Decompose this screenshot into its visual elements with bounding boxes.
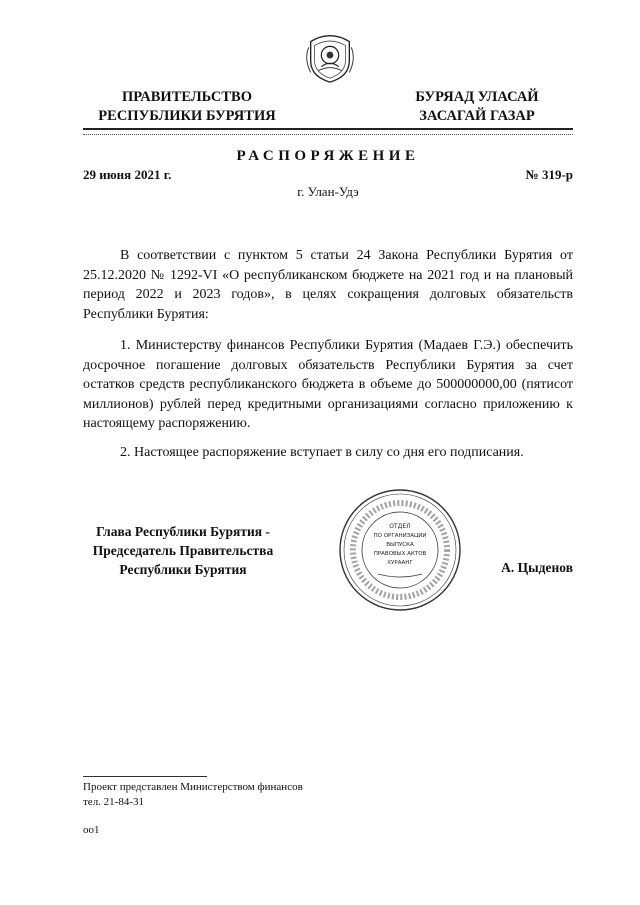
stamp-line5: ХУРААНГ bbox=[387, 560, 413, 566]
footer-line1: Проект представлен Министерством финансов bbox=[83, 781, 303, 793]
document-date: 29 июня 2021 г. bbox=[83, 167, 172, 182]
document-type: РАСПОРЯЖЕНИЕ bbox=[236, 148, 420, 164]
item-1-paragraph: 1. Министерству финансов Республики Бурятия (Мадаев Г.Э.) обеспечить досрочное погашение долговых обязательств Республики Бурятия за счет остатков средств республиканского бюджета в объеме до 500000000,00 (пятисот миллионов) рублей перед кредитными организациями согласно приложению к настоящему распоряжению. bbox=[83, 338, 573, 431]
footer-rule bbox=[83, 776, 207, 777]
footer-line2: тел. 21-84-31 bbox=[83, 796, 145, 808]
header-left bbox=[72, 88, 302, 126]
header-rule bbox=[83, 128, 573, 130]
signatory-title-line3: Республики Бурятия bbox=[119, 562, 247, 577]
signatory-title bbox=[83, 522, 283, 579]
preamble-paragraph: В соответствии с пунктом 5 статьи 24 Закона Республики Бурятия от 25.12.2020 № 1292-VI «О республиканском бюджете на 2021 год и на плановый период 2022 и 2023 годов», в целях сокращения долговых обязательств Республики Бурятия: bbox=[83, 248, 573, 322]
signatory-title-line1: Глава Республики Бурятия - bbox=[96, 524, 270, 539]
header-dotted-rule bbox=[83, 134, 573, 135]
signatory-name: А. Цыденов bbox=[501, 560, 573, 575]
stamp-line1: ОТДЕЛ bbox=[389, 523, 411, 530]
stamp-line3: ВЫПУСКА bbox=[386, 542, 414, 548]
document-city: г. Улан-Удэ bbox=[297, 184, 359, 199]
header-left-line2: РЕСПУБЛИКИ БУРЯТИЯ bbox=[98, 108, 276, 124]
stamp-line2: ПО ОРГАНИЗАЦИИ bbox=[373, 533, 427, 539]
header-right-line1: БУРЯАД УЛАСАЙ bbox=[415, 89, 539, 105]
footer-note bbox=[83, 780, 303, 810]
header-right bbox=[382, 88, 572, 126]
document-number: № 319-р bbox=[525, 167, 573, 182]
header-right-line2: ЗАСАГАЙ ГАЗАР bbox=[419, 108, 535, 124]
signatory-title-line2: Председатель Правительства bbox=[92, 543, 274, 558]
item-2-paragraph: 2. Настоящее распоряжение вступает в силу со дня его подписания. bbox=[120, 445, 524, 460]
stamp-line4: ПРАВОВЫХ АКТОВ bbox=[373, 551, 427, 557]
coat-of-arms-emblem bbox=[301, 28, 359, 86]
official-stamp bbox=[338, 488, 462, 612]
footer-code: оо1 bbox=[83, 824, 100, 836]
header-left-line1: ПРАВИТЕЛЬСТВО bbox=[122, 89, 252, 105]
